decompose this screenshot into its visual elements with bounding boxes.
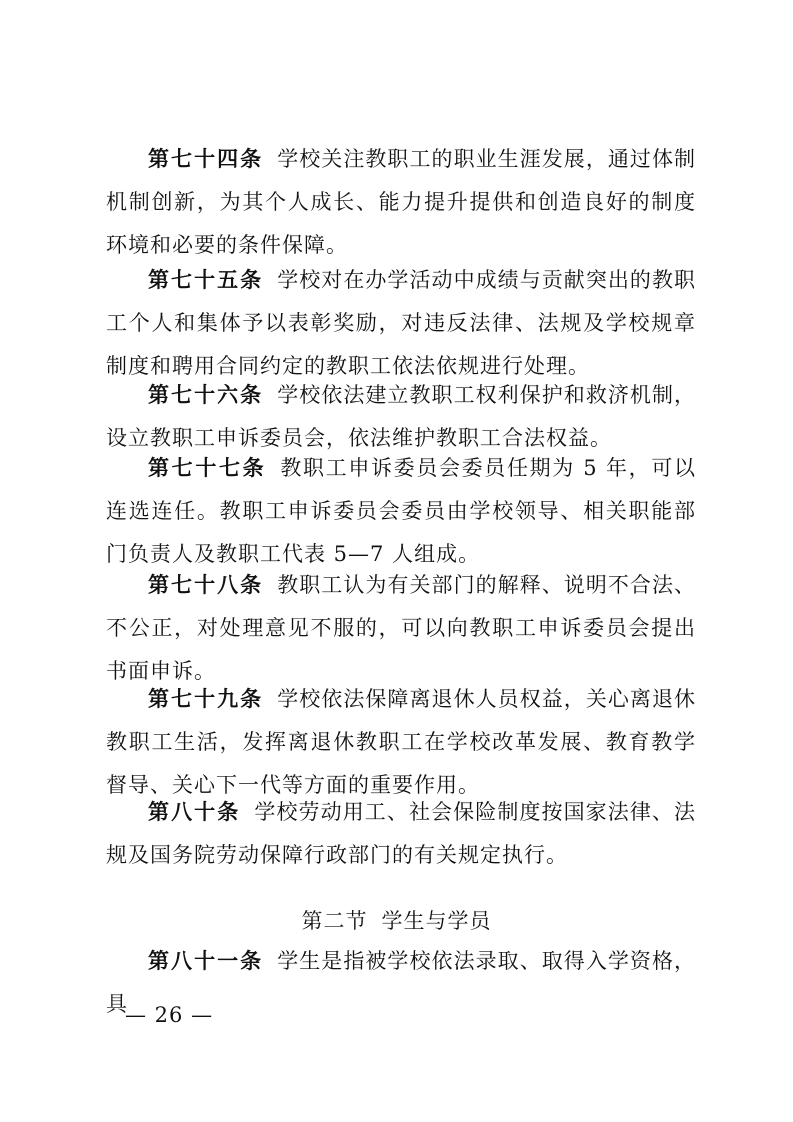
article-number: 第八十一条: [148, 949, 264, 973]
article-text: 学校关注教职工的职业生涯发展，通过体制机制创新，为其个人成长、能力提升提供和创造良好的制度环境和必要的条件保障。: [106, 147, 696, 257]
article-number: 第八十条: [148, 800, 241, 824]
article-text: 教职工申诉委员会委员任期为 5 年，可以连选连任。教职工申诉委员会委员由学校领导、相关职能部门负责人及教职工代表 5—7 人组成。: [106, 456, 696, 566]
article-80: [106, 791, 696, 877]
section-label: 第二节: [301, 909, 368, 933]
article-number: 第七十六条: [148, 383, 264, 407]
article-number: 第七十九条: [148, 687, 264, 711]
article-number: 第七十八条: [148, 573, 264, 597]
article-text: 学校依法建立教职工权利保护和救济机制，设立教职工申诉委员会，依法维护教职工合法权益。: [106, 383, 696, 450]
page-number: — 26 —: [125, 1003, 214, 1027]
section-heading: [0, 906, 793, 936]
article-number: 第七十五条: [148, 268, 264, 292]
article-text: 学生是指被学校依法录取、取得入学资格，具: [106, 949, 696, 1016]
article-number: 第七十四条: [148, 147, 264, 171]
section-title: 学生与学员: [381, 909, 492, 933]
article-text: 学校对在办学活动中成绩与贡献突出的教职工个人和集体予以表彰奖励，对违反法律、法规及学校规章制度和聘用合同约定的教职工依法依规进行处理。: [106, 268, 696, 378]
article-74: [106, 138, 696, 267]
article-number: 第七十七条: [148, 456, 267, 480]
article-text: 教职工认为有关部门的解释、说明不合法、不公正，对处理意见不服的，可以向教职工申诉委员会提出书面申诉。: [106, 573, 696, 683]
article-78: [106, 564, 696, 693]
article-text: 学校劳动用工、社会保险制度按国家法律、法规及国务院劳动保障行政部门的有关规定执行。: [106, 800, 697, 867]
article-79: [106, 678, 696, 807]
article-75: [106, 259, 696, 388]
article-text: 学校依法保障离退休人员权益，关心离退休教职工生活，发挥离退休教职工在学校改革发展、教育教学督导、关心下一代等方面的重要作用。: [106, 687, 696, 797]
article-77: [106, 447, 696, 576]
